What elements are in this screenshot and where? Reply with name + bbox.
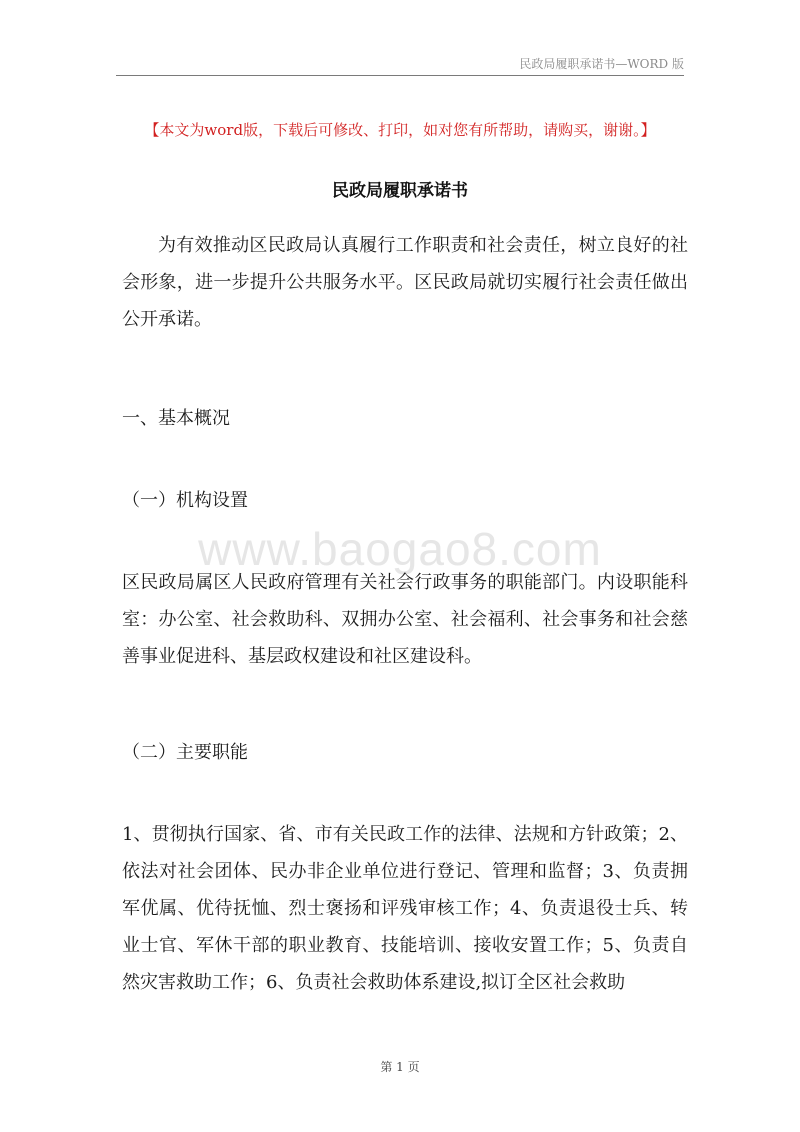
header-divider <box>116 75 684 76</box>
section-heading-basic-overview: 一、基本概况 <box>122 408 230 429</box>
subsection-heading-main-functions: （二）主要职能 <box>122 742 248 763</box>
intro-paragraph: 为有效推动区民政局认真履行工作职责和社会责任，树立良好的社会形象，进一步提升公共服务水平。区民政局就切实履行社会责任做出公开承诺。 <box>122 235 688 330</box>
page-number: 第 1 页 <box>380 1060 420 1074</box>
organization-paragraph: 区民政局属区人民政府管理有关社会行政事务的职能部门。内设职能科室：办公室、社会救助科、双拥办公室、社会福利、社会事务和社会慈善事业促进科、基层政权建设和社区建设科。 <box>122 572 688 667</box>
running-header: 民政局履职承诺书—WORD 版 <box>519 57 684 71</box>
main-functions-paragraph: 1、贯彻执行国家、省、市有关民政工作的法律、法规和方针政策；2、依法对社会团体、民办非企业单位进行登记、管理和监督；3、负责拥军优属、优待抚恤、烈士褒扬和评残审核工作；4、负责退役士兵、转业士官、军休干部的职业教育、技能培训、接收安置工作；5、负责自然灾害救助工作；6、负责社会救助体系建设,拟订全区社会救助 <box>122 824 688 993</box>
purchase-notice: 【本文为word版，下载后可修改、打印，如对您有所帮助，请购买，谢谢。】 <box>144 121 656 139</box>
subsection-heading-organization: （一）机构设置 <box>122 490 248 511</box>
document-title: 民政局履职承诺书 <box>332 181 468 201</box>
watermark: www.baogao8.com <box>198 523 602 575</box>
